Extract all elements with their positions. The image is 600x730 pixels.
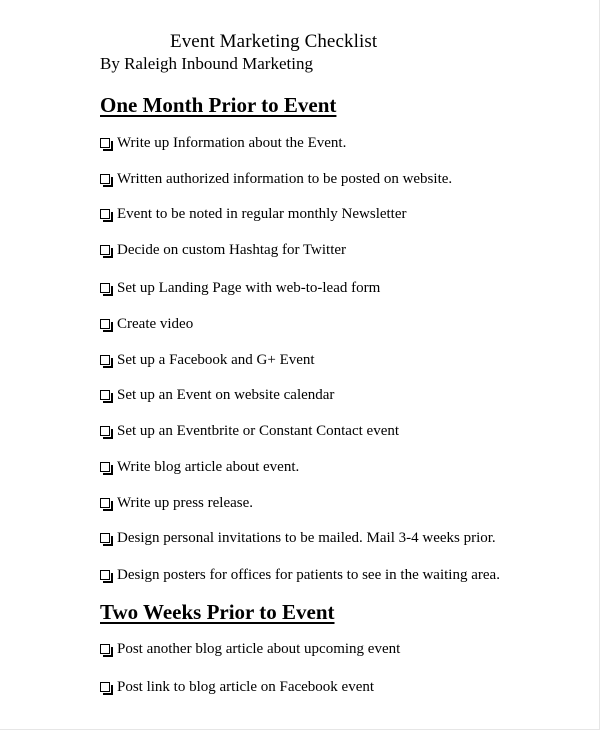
checklist-item[interactable]	[100, 386, 334, 404]
checkbox-icon[interactable]	[100, 644, 110, 654]
checkbox-icon[interactable]	[100, 533, 110, 543]
checklist-item-label: Write blog article about event.	[117, 459, 300, 475]
checklist-item-label: Create video	[117, 316, 194, 332]
checkbox-icon[interactable]	[100, 209, 110, 219]
checklist-item[interactable]	[100, 422, 399, 440]
checklist-item-label: Decide on custom Hashtag for Twitter	[117, 242, 347, 258]
checklist-item[interactable]	[100, 529, 496, 547]
checklist-item-label: Written authorized information to be posted on website.	[117, 171, 453, 187]
checklist-item[interactable]	[100, 241, 346, 259]
checklist-item-label: Design posters for offices for patients to see in the waiting area.	[117, 567, 500, 583]
checklist-item-label: Write up press release.	[117, 495, 254, 511]
checklist-item[interactable]	[100, 351, 315, 369]
checklist-item[interactable]	[100, 640, 400, 658]
checkbox-icon[interactable]	[100, 498, 110, 508]
section-heading-two-weeks: Two Weeks Prior to Event	[100, 600, 335, 624]
checklist-item[interactable]	[100, 566, 500, 584]
checkbox-icon[interactable]	[100, 355, 110, 365]
checkbox-icon[interactable]	[100, 462, 110, 472]
checklist-item-label: Set up an Event on website calendar	[117, 387, 335, 403]
checklist-item-label: Event to be noted in regular monthly Newsletter	[117, 206, 407, 222]
checkbox-icon[interactable]	[100, 245, 110, 255]
checklist-item-label: Post another blog article about upcoming event	[117, 641, 401, 657]
checklist-item-label: Design personal invitations to be mailed. Mail 3-4 weeks prior.	[117, 530, 496, 546]
document-subtitle: By Raleigh Inbound Marketing	[100, 54, 313, 73]
checklist-item-label: Post link to blog article on Facebook event	[117, 679, 375, 695]
checklist-item[interactable]	[100, 170, 452, 188]
checklist-item[interactable]	[100, 494, 253, 512]
checkbox-icon[interactable]	[100, 319, 110, 329]
checklist-item[interactable]	[100, 205, 407, 223]
checklist-item[interactable]	[100, 279, 380, 297]
checkbox-icon[interactable]	[100, 682, 110, 692]
checkbox-icon[interactable]	[100, 390, 110, 400]
checkbox-icon[interactable]	[100, 283, 110, 293]
section-heading-one-month: One Month Prior to Event	[100, 93, 337, 117]
checklist-item-label: Set up a Facebook and G+ Event	[117, 352, 315, 368]
checklist-item-label: Write up Information about the Event.	[117, 135, 347, 151]
checkbox-icon[interactable]	[100, 174, 110, 184]
checkbox-icon[interactable]	[100, 426, 110, 436]
checklist-item[interactable]	[100, 678, 374, 696]
checkbox-icon[interactable]	[100, 570, 110, 580]
checklist-item-label: Set up Landing Page with web-to-lead form	[117, 280, 381, 296]
document-title: Event Marketing Checklist	[170, 31, 378, 52]
checkbox-icon[interactable]	[100, 138, 110, 148]
checklist-item-label: Set up an Eventbrite or Constant Contact event	[117, 423, 400, 439]
checklist-item[interactable]	[100, 458, 299, 476]
checklist-item[interactable]	[100, 134, 346, 152]
checklist-item[interactable]	[100, 315, 193, 333]
